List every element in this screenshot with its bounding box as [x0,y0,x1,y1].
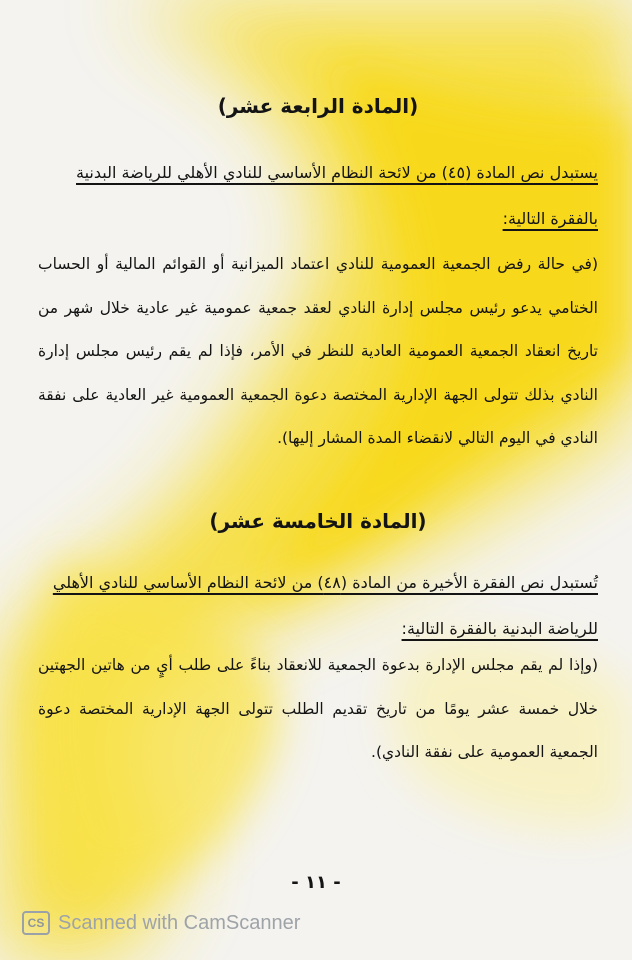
article-15-intro-text: تُستبدل نص الفقرة الأخيرة من المادة (٤٨) من لائحة النظام الأساسي للنادي الأهلي للرياضة البدنية بالفقرة التالية: [52,573,598,638]
document-content [38,0,598,960]
camscanner-watermark-text: Scanned with CamScanner [58,911,301,934]
camscanner-logo-icon: CS [22,911,50,935]
article-15-heading: (المادة الخامسة عشر) [209,509,427,533]
article-15-intro [38,560,598,652]
article-14-heading: (المادة الرابعة عشر) [217,94,419,118]
article-14-body: (في حالة رفض الجمعية العمومية للنادي اعتماد الميزانية أو القوائم المالية أو الحساب الختامي يدعو رئيس مجلس إدارة النادي لعقد جمعية عمومية غير عادية خلال شهر من تاريخ انعقاد الجمعية العمومية العادية للنظر في الأمر، فإذا لم يقم رئيس مجلس إدارة النادي بذلك تتولى الجهة الإدارية المختصة دعوة الجمعية العمومية غير العادية على نفقة النادي في اليوم التالي لانقضاء المدة المشار إليها). [38,255,598,447]
page-number: - ١١ - [291,872,341,893]
article-14-intro [38,150,598,242]
article-15-body: (وإذا لم يقم مجلس الإدارة بدعوة الجمعية للانعقاد بناءً على طلب أيٍ من هاتين الجهتين خلال خمسة عشر يومًا من تاريخ تقديم الطلب تتولى الجهة الإدارية المختصة دعوة الجمعية العمومية على نفقة النادي). [38,656,598,761]
article-14-intro-text: يستبدل نص المادة (٤٥) من لائحة النظام الأساسي للنادي الأهلي للرياضة البدنية بالفقرة التالية: [76,163,598,228]
camscanner-watermark [22,910,300,936]
